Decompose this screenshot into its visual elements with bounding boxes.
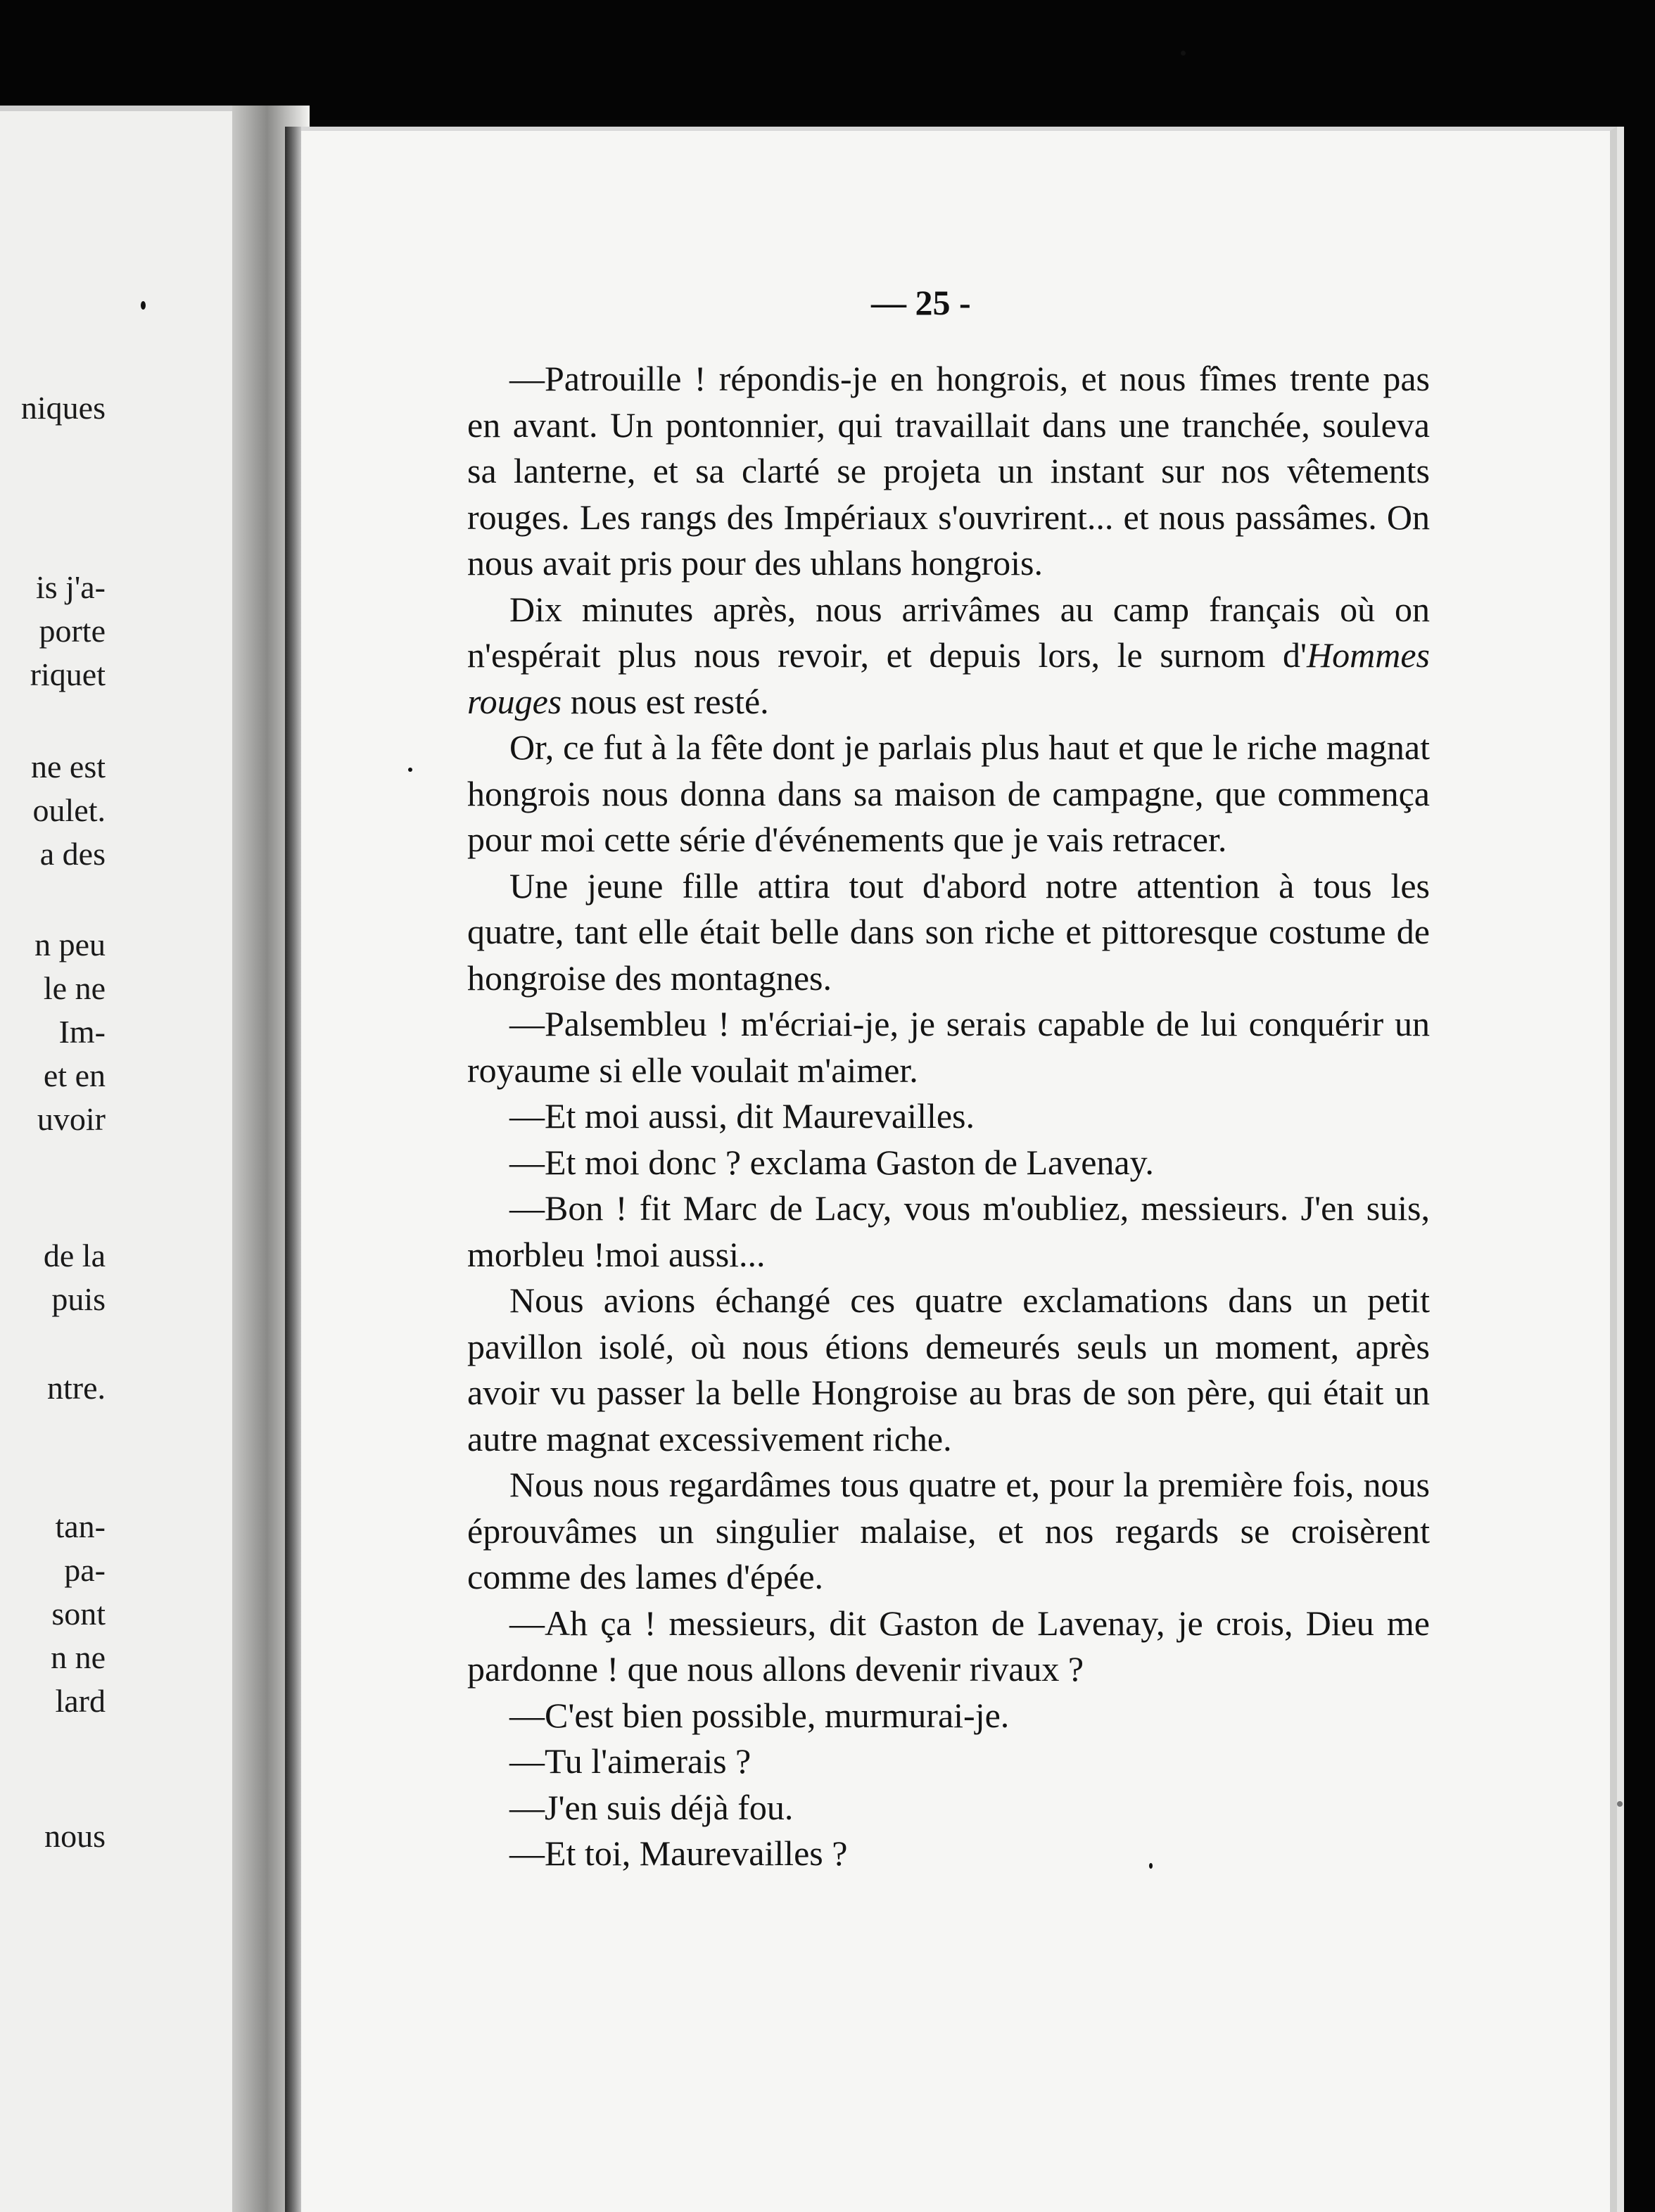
ink-speck (1149, 1863, 1153, 1869)
left-page-fragment: riquet (30, 656, 106, 692)
paragraph: Nous nous regardâmes tous quatre et, pour la première fois, nous éprouvâmes un singulier malaise, et nos regards se croisèrent comme des lames d'épée. (467, 1465, 1430, 1596)
paragraph (467, 587, 1430, 725)
paragraph: —Palsembleu ! m'écriai-je, je serais capable de lui conquérir un royaume si elle voulait m'aimer. (467, 1004, 1430, 1090)
left-page-fragment: lard (55, 1683, 106, 1719)
paragraph: Nous avions échangé ces quatre exclamations dans un petit pavillon isolé, où nous étions demeurés seuls un moment, après avoir vu passer la belle Hongroise au bras de son père, qui était un autre magnat excessivement riche. (467, 1280, 1430, 1458)
left-page-fragment: nous (44, 1818, 106, 1854)
paragraph: —Bon ! fit Marc de Lacy, vous m'oubliez, messieurs. J'en suis, morbleu !moi aussi... (467, 1188, 1430, 1274)
left-page-fragment: Im- (58, 1014, 106, 1050)
paragraph: Or, ce fut à la fête dont je parlais plus haut et que le riche magnat hongrois nous donna dans sa maison de campagne, que commença pour moi cette série d'événements que je vais retracer. (467, 727, 1430, 859)
paragraph: —C'est bien possible, murmurai-je. (509, 1695, 1010, 1735)
page-body (467, 356, 1430, 1877)
left-page-fragment: de la (43, 1238, 106, 1273)
left-page-fragment: oulet. (32, 792, 106, 828)
paragraph: —Et moi donc ? exclama Gaston de Lavenay. (509, 1142, 1154, 1182)
left-page-fragment: niques (20, 390, 106, 426)
paragraph: Une jeune fille attira tout d'abord notre attention à tous les quatre, tant elle était belle dans son riche et pittoresque costume de hongroise des montagnes. (467, 865, 1430, 998)
left-page-fragment: ne est (30, 749, 106, 784)
ink-speck (408, 768, 412, 772)
italic-term: Hommes rouges (467, 635, 1430, 721)
paragraph: —Ah ça ! messieurs, dit Gaston de Lavenay, je crois, Dieu me pardonne ! que nous allons devenir rivaux ? (467, 1603, 1430, 1689)
paragraph: —J'en suis déjà fou. (509, 1787, 794, 1827)
ink-speck (1617, 1801, 1623, 1807)
paragraph: —Et toi, Maurevailles ? (509, 1833, 848, 1873)
paragraph: —Tu l'aimerais ? (509, 1741, 752, 1781)
left-page-fragment: puis (51, 1281, 106, 1317)
left-page-fragment: tan- (55, 1508, 106, 1544)
left-page-fragment: pa- (64, 1552, 106, 1588)
left-page-fragment: a des (39, 836, 106, 872)
paragraph: —Et moi aussi, dit Maurevailles. (509, 1096, 975, 1136)
left-page-fragment: ntre. (46, 1370, 106, 1406)
left-page-fragment: sont (51, 1596, 106, 1632)
paragraph-text: nous est resté. (562, 681, 769, 721)
paragraph: —Patrouille ! répondis-je en hongrois, et nous fîmes trente pas en avant. Un pontonnier, qui travaillait dans une tranchée, souleva sa lanterne, et sa clarté se projeta un instant sur nos vêtements rouges. Les rangs des Impériaux s'ouvrirent... et nous passâmes. On nous avait pris pour des uhlans hongrois. (467, 359, 1430, 583)
ink-speck (141, 301, 146, 310)
ink-speck (1181, 51, 1186, 56)
left-page-fragment: n ne (51, 1639, 106, 1675)
page-number: — 25 - (871, 283, 971, 322)
paragraph-text: Dix minutes après, nous arrivâmes au camp français où on n'espérait plus nous revoir, et depuis lors, le surnom d' (467, 589, 1430, 675)
left-page-fragment: le ne (43, 970, 106, 1006)
left-page-fragment: et en (43, 1057, 106, 1093)
left-page-fragment: uvoir (37, 1101, 106, 1137)
right-page (301, 127, 1617, 2212)
left-page-fragment: is j'a- (36, 569, 106, 605)
left-page-fragment: porte (39, 613, 106, 649)
left-page-fragment: n peu (34, 927, 106, 962)
